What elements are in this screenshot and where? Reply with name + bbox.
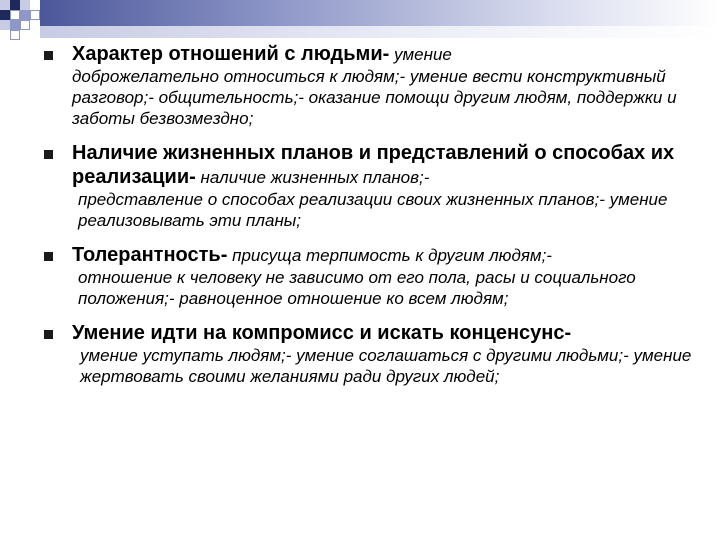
bullet-list [40,42,700,399]
item-description: умение уступать людям;- умение соглашаться с другими людьми;- умение жертвовать своими желаниями ради других людей; [80,346,692,386]
deco-square [20,0,30,10]
item-lead: наличие жизненных планов;- [195,168,430,187]
item-description: отношение к человеку не зависимо от его пола, расы и социального положения;- равноценное отношение ко всем людям; [78,268,636,308]
item-paragraph [72,243,700,267]
item-description: доброжелательно относиться к людям;- умение вести конструктивный разговор;- общительность;- оказание помощи другим людям, поддержки и заботы безвозмездно; [72,67,677,128]
deco-square [30,10,40,20]
item-heading: Наличие жизненных планов и представлений о способах их реализации- [72,142,675,188]
list-item [40,321,700,387]
deco-square [10,30,20,40]
item-paragraph [72,321,700,345]
item-heading: Толерантность- [72,244,228,266]
list-item [40,42,700,129]
square-bullet-icon [44,150,53,159]
deco-square [20,20,30,30]
header-subbar [40,26,720,38]
item-paragraph [72,141,700,189]
list-item [40,141,700,231]
header-gradient-bar [40,0,720,26]
deco-square [0,20,10,30]
item-heading: Характер отношений с людьми- [72,43,390,65]
item-lead: умение [389,45,452,64]
deco-square [10,0,20,10]
item-paragraph [72,42,700,66]
deco-square [0,0,10,10]
square-bullet-icon [44,252,53,261]
deco-square [20,10,30,20]
deco-square [0,10,10,20]
list-item [40,243,700,309]
item-heading: Умение идти на компромисс и искать конценсунс- [72,322,572,344]
deco-square [10,10,20,20]
square-bullet-icon [44,330,53,339]
item-description: представление о способах реализации своих жизненных планов;- умение реализовывать эти планы; [78,190,668,230]
square-bullet-icon [44,51,53,60]
deco-square [10,20,20,30]
item-lead: присуща терпимость к другим людям;- [227,246,552,265]
